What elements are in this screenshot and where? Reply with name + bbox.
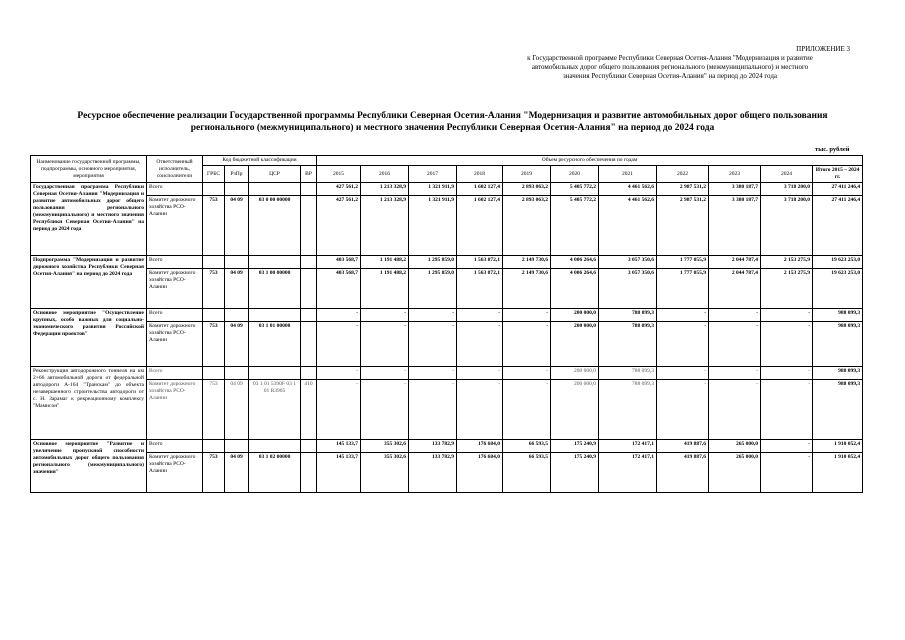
year-value-cell: 265 000,0: [709, 453, 761, 493]
year-value-cell: -: [457, 367, 503, 380]
header-responsible: Ответственный исполнитель, соисполнители: [147, 156, 203, 183]
year-value-cell: 1 191 488,2: [361, 269, 409, 309]
appendix-title: ПРИЛОЖЕНИЕ 3: [796, 45, 850, 53]
year-value-cell: 2 153 275,9: [761, 269, 813, 309]
year-value-cell: -: [761, 322, 813, 367]
header-csr: ЦСР: [249, 166, 301, 183]
year-value-cell: 145 133,7: [317, 440, 361, 453]
year-value-cell: 66 593,5: [503, 453, 551, 493]
year-value-cell: 1 602 127,4: [457, 183, 503, 196]
grbs-cell: 753: [203, 322, 225, 367]
header-year: 2023: [709, 166, 761, 183]
vr-cell: [301, 256, 317, 269]
year-value-cell: 403 568,7: [317, 269, 361, 309]
year-value-cell: -: [761, 367, 813, 380]
header-year: 2015: [317, 166, 361, 183]
year-value-cell: 2 893 063,2: [503, 183, 551, 196]
responsible-cell: Комитет дорожного хозяйства РСО-Алании: [147, 196, 203, 256]
row-name: Основное мероприятие "Развитие и увеличение пропускной способности автомобильных дорог общего пользования регионального (межмуниципального) значения": [31, 440, 147, 493]
csr-cell: [249, 309, 301, 322]
year-value-cell: 403 568,7: [317, 256, 361, 269]
year-value-cell: -: [317, 322, 361, 367]
table-row: [31, 367, 863, 380]
grbs-cell: [203, 367, 225, 380]
year-value-cell: 1 191 488,2: [361, 256, 409, 269]
year-value-cell: 2 987 531,2: [657, 183, 709, 196]
table-body: [31, 183, 863, 493]
year-value-cell: 2 149 730,6: [503, 256, 551, 269]
grbs-cell: 753: [203, 380, 225, 440]
units-label: тыс. рублей: [815, 146, 850, 153]
row-name: Реконструкция автодорожного тоннеля на км 2+66 автомобильной дороги от федеральной автодороги А-164 "Транскам" до объекта незавершенного строительства автодороги от с. Н. Зарамаг к рекреационному комплексу "Мамисон": [31, 367, 147, 440]
year-value-cell: -: [317, 309, 361, 322]
year-value-cell: 1 777 055,9: [657, 256, 709, 269]
csr-cell: 03 1 00 00000: [249, 269, 301, 309]
total-value-cell: 1 910 052,4: [813, 453, 863, 493]
vr-cell: [301, 269, 317, 309]
year-value-cell: -: [503, 380, 551, 440]
csr-cell: 03 1 01 00000: [249, 322, 301, 367]
year-value-cell: -: [503, 309, 551, 322]
grbs-cell: [203, 309, 225, 322]
rzpr-cell: 04 09: [225, 269, 249, 309]
appendix-header: [480, 45, 860, 81]
year-value-cell: 355 302,6: [361, 440, 409, 453]
header-year: 2018: [457, 166, 503, 183]
responsible-cell: Комитет дорожного хозяйства РСО-Алании: [147, 380, 203, 440]
year-value-cell: 66 593,5: [503, 440, 551, 453]
year-value-cell: 133 782,9: [409, 453, 457, 493]
header-year: 2022: [657, 166, 709, 183]
year-value-cell: 265 000,0: [709, 440, 761, 453]
table-row: [31, 322, 863, 367]
vr-cell: [301, 322, 317, 367]
header-year: 2021: [599, 166, 657, 183]
header-year: 2016: [361, 166, 409, 183]
year-value-cell: 788 099,3: [599, 380, 657, 440]
csr-cell: [249, 183, 301, 196]
vr-cell: [301, 309, 317, 322]
year-value-cell: -: [709, 322, 761, 367]
year-value-cell: 176 684,0: [457, 440, 503, 453]
total-value-cell: 988 099,3: [813, 309, 863, 322]
vr-cell: [301, 453, 317, 493]
rzpr-cell: 04 09: [225, 380, 249, 440]
year-value-cell: -: [361, 322, 409, 367]
header-year: 2024: [761, 166, 813, 183]
header-grbs: ГРБС: [203, 166, 225, 183]
year-value-cell: 5 405 772,2: [551, 196, 599, 256]
year-value-cell: 788 099,3: [599, 367, 657, 380]
year-value-cell: 419 887,6: [657, 440, 709, 453]
rzpr-cell: [225, 367, 249, 380]
header-volume-group: Объем ресурсного обеспечения по годам: [317, 156, 863, 166]
year-value-cell: 1 213 328,9: [361, 183, 409, 196]
table-row: [31, 309, 863, 322]
year-value-cell: 200 000,0: [551, 309, 599, 322]
grbs-cell: 753: [203, 453, 225, 493]
year-value-cell: 1 321 911,9: [409, 196, 457, 256]
total-value-cell: 1 910 052,4: [813, 440, 863, 453]
total-value-cell: 27 411 246,4: [813, 183, 863, 196]
responsible-cell: Всего: [147, 367, 203, 380]
total-value-cell: 19 623 253,0: [813, 256, 863, 269]
responsible-cell: Всего: [147, 309, 203, 322]
year-value-cell: 1 321 911,9: [409, 183, 457, 196]
year-value-cell: 2 044 787,4: [709, 269, 761, 309]
year-value-cell: 176 684,0: [457, 453, 503, 493]
header-row: [31, 156, 863, 166]
year-value-cell: 3 380 187,7: [709, 196, 761, 256]
header-total: Итого 2015 – 2024 гг.: [813, 166, 863, 183]
grbs-cell: [203, 183, 225, 196]
header-year: 2017: [409, 166, 457, 183]
year-value-cell: 2 893 063,2: [503, 196, 551, 256]
year-value-cell: 419 887,6: [657, 453, 709, 493]
year-value-cell: 3 380 187,7: [709, 183, 761, 196]
year-value-cell: -: [409, 380, 457, 440]
vr-cell: [301, 196, 317, 256]
total-value-cell: 988 099,3: [813, 380, 863, 440]
year-value-cell: -: [761, 453, 813, 493]
rzpr-cell: [225, 183, 249, 196]
year-value-cell: 133 782,9: [409, 440, 457, 453]
year-value-cell: -: [457, 380, 503, 440]
csr-cell: 03 1 01 5390F 03 1 01 R3905: [249, 380, 301, 440]
table-row: [31, 196, 863, 256]
year-value-cell: 3 718 200,0: [761, 196, 813, 256]
year-value-cell: 4 461 562,6: [599, 183, 657, 196]
year-value-cell: 1 213 328,9: [361, 196, 409, 256]
year-value-cell: 3 718 200,0: [761, 183, 813, 196]
grbs-cell: [203, 256, 225, 269]
year-value-cell: 172 417,1: [599, 440, 657, 453]
year-value-cell: 2 044 787,4: [709, 256, 761, 269]
rzpr-cell: 04 09: [225, 453, 249, 493]
year-value-cell: 172 417,1: [599, 453, 657, 493]
appendix-line: значения Республики Северная Осетия-Алания" на период до 2024 года: [562, 72, 778, 80]
header-code-group: Код бюджетной классификации: [203, 156, 317, 166]
year-value-cell: 200 000,0: [551, 322, 599, 367]
year-value-cell: 4 006 264,6: [551, 256, 599, 269]
year-value-cell: -: [503, 322, 551, 367]
responsible-cell: Комитет дорожного хозяйства РСО-Алании: [147, 322, 203, 367]
year-value-cell: 145 133,7: [317, 453, 361, 493]
year-value-cell: -: [761, 440, 813, 453]
year-value-cell: 3 057 350,6: [599, 256, 657, 269]
rzpr-cell: 04 09: [225, 196, 249, 256]
table-row: [31, 269, 863, 309]
year-value-cell: -: [761, 309, 813, 322]
document-title-line: Ресурсное обеспечение реализации Государственной программы Республики Северная Осетия-Алания "Модернизация и развитие автомобильных дорог общего пользования: [77, 111, 828, 121]
header-year: 2019: [503, 166, 551, 183]
year-value-cell: 200 000,0: [551, 380, 599, 440]
year-value-cell: 175 240,9: [551, 453, 599, 493]
csr-cell: [249, 440, 301, 453]
responsible-cell: Всего: [147, 256, 203, 269]
year-value-cell: 427 561,2: [317, 183, 361, 196]
year-value-cell: 1 563 872,1: [457, 269, 503, 309]
year-value-cell: -: [317, 367, 361, 380]
year-value-cell: 355 302,6: [361, 453, 409, 493]
total-value-cell: 988 099,3: [813, 322, 863, 367]
year-value-cell: 1 295 859,0: [409, 269, 457, 309]
responsible-cell: Всего: [147, 183, 203, 196]
year-value-cell: -: [657, 367, 709, 380]
header-year: 2020: [551, 166, 599, 183]
table-row: [31, 256, 863, 269]
grbs-cell: [203, 440, 225, 453]
year-value-cell: 3 057 350,6: [599, 269, 657, 309]
table-row: [31, 183, 863, 196]
year-value-cell: 4 461 562,6: [599, 196, 657, 256]
responsible-cell: Комитет дорожного хозяйства РСО-Алании: [147, 453, 203, 493]
year-value-cell: 5 405 772,2: [551, 183, 599, 196]
year-value-cell: 1 777 055,9: [657, 269, 709, 309]
grbs-cell: 753: [203, 269, 225, 309]
year-value-cell: -: [709, 309, 761, 322]
year-value-cell: 175 240,9: [551, 440, 599, 453]
resource-table: [30, 155, 863, 493]
year-value-cell: -: [409, 322, 457, 367]
year-value-cell: 4 006 264,6: [551, 269, 599, 309]
appendix-line: к Государственной программе Республики Северная Осетия-Алания "Модернизация и развитие: [527, 54, 813, 62]
year-value-cell: 427 561,2: [317, 196, 361, 256]
year-value-cell: -: [361, 367, 409, 380]
year-value-cell: -: [409, 367, 457, 380]
responsible-cell: Всего: [147, 440, 203, 453]
document-title-line: регионального (межмуниципального) и местного значения Республики Северная Осетия-Алания" на период до 2024 года: [190, 123, 715, 133]
year-value-cell: 788 099,3: [599, 322, 657, 367]
year-value-cell: -: [361, 309, 409, 322]
table-row: [31, 440, 863, 453]
vr-cell: 410: [301, 380, 317, 440]
csr-cell: 03 1 02 00000: [249, 453, 301, 493]
csr-cell: [249, 256, 301, 269]
rzpr-cell: [225, 256, 249, 269]
vr-cell: [301, 440, 317, 453]
total-value-cell: 27 411 246,4: [813, 196, 863, 256]
year-value-cell: -: [361, 380, 409, 440]
header-name: Наименование государственной программы, подпрограммы, основного мероприятия, мероприятия: [31, 156, 147, 183]
table-row: [31, 453, 863, 493]
year-value-cell: -: [657, 380, 709, 440]
year-value-cell: 2 153 275,9: [761, 256, 813, 269]
year-value-cell: 1 563 872,1: [457, 256, 503, 269]
year-value-cell: 788 099,3: [599, 309, 657, 322]
grbs-cell: 753: [203, 196, 225, 256]
year-value-cell: -: [761, 380, 813, 440]
row-name: Основное мероприятие "Осуществление крупных, особо важных для социально-экономического развития Российской Федерации проектов": [31, 309, 147, 367]
year-value-cell: 2 987 531,2: [657, 196, 709, 256]
header-rzpr: РзПр: [225, 166, 249, 183]
total-value-cell: 988 099,3: [813, 367, 863, 380]
csr-cell: [249, 367, 301, 380]
document-title: [30, 110, 875, 134]
year-value-cell: 200 000,0: [551, 367, 599, 380]
year-value-cell: -: [657, 309, 709, 322]
year-value-cell: -: [709, 367, 761, 380]
vr-cell: [301, 367, 317, 380]
year-value-cell: 2 149 730,6: [503, 269, 551, 309]
year-value-cell: -: [503, 367, 551, 380]
row-name: Подпрограмма "Модернизация и развитие дорожного хозяйства Республики Северная Осетия-Алания" на период до 2024 года: [31, 256, 147, 309]
year-value-cell: 1 602 127,4: [457, 196, 503, 256]
appendix-line: автомобильных дорог общего пользования регионального (межмуниципального) и местного: [531, 63, 809, 71]
year-value-cell: -: [457, 322, 503, 367]
csr-cell: 03 0 00 00000: [249, 196, 301, 256]
responsible-cell: Комитет дорожного хозяйства РСО-Алании: [147, 269, 203, 309]
year-value-cell: -: [457, 309, 503, 322]
table-row: [31, 380, 863, 440]
rzpr-cell: [225, 309, 249, 322]
row-name: Государственная программа Республики Северная Осетия-Алания "Модернизация и развитие автомобильных дорог общего пользования регионального (межмуниципального) и местного значения Республики Северная Осетия-Алания" на период до 2024 года: [31, 183, 147, 256]
vr-cell: [301, 183, 317, 196]
year-value-cell: -: [317, 380, 361, 440]
year-value-cell: 1 295 859,0: [409, 256, 457, 269]
header-vr: ВР: [301, 166, 317, 183]
rzpr-cell: [225, 440, 249, 453]
rzpr-cell: 04 09: [225, 322, 249, 367]
year-value-cell: -: [657, 322, 709, 367]
total-value-cell: 19 623 253,0: [813, 269, 863, 309]
year-value-cell: -: [409, 309, 457, 322]
year-value-cell: -: [709, 380, 761, 440]
